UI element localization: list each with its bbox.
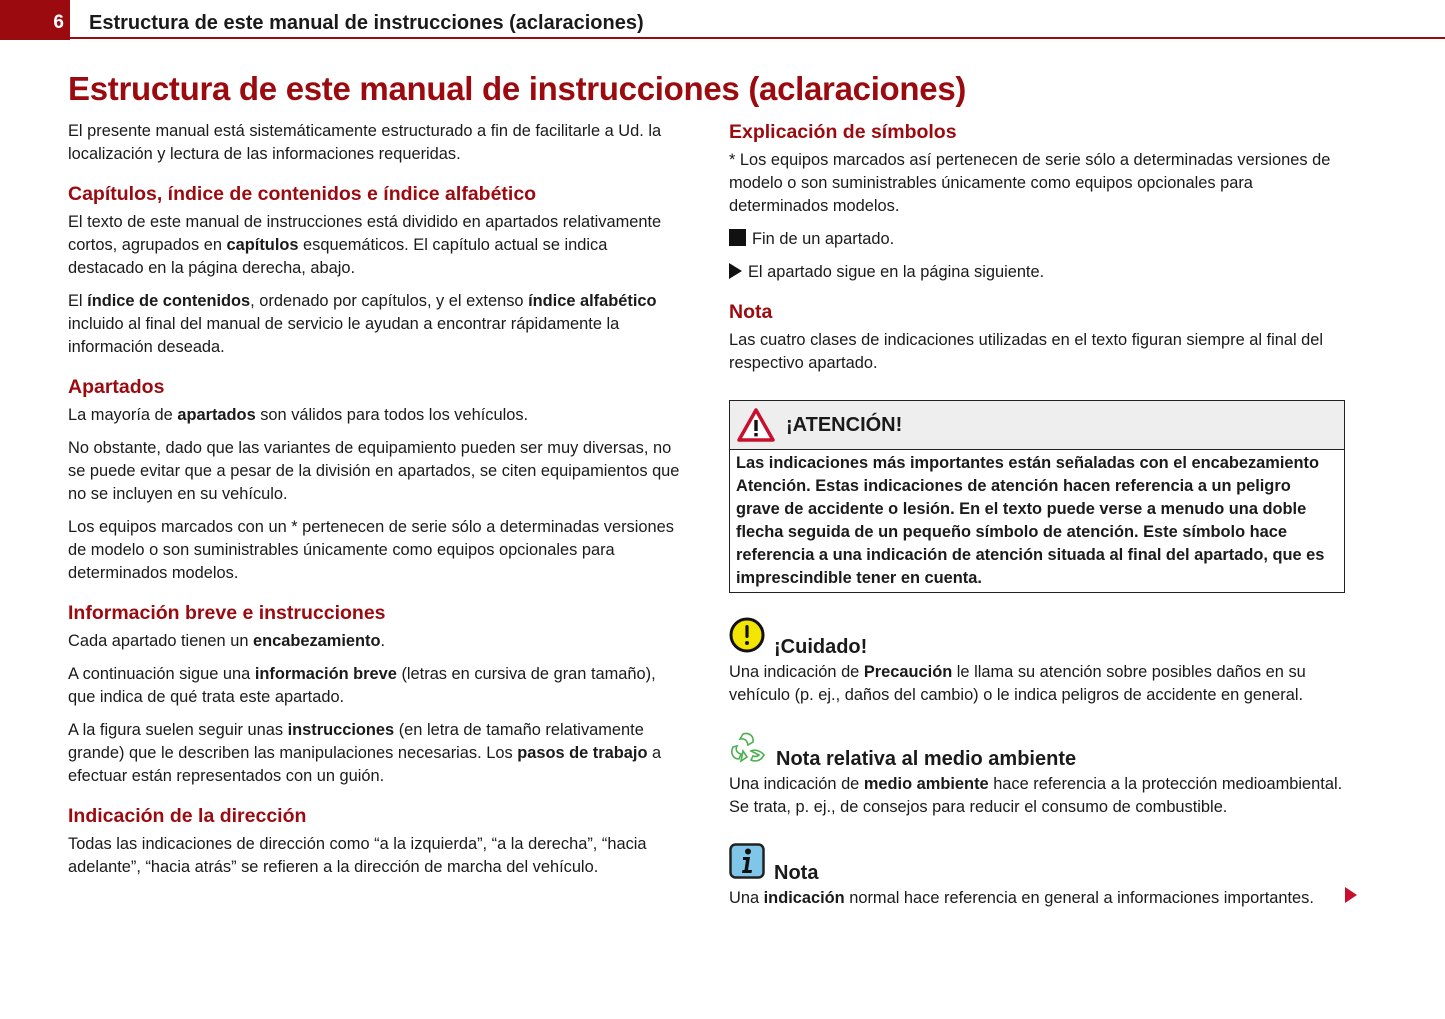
- warning-body: Las indicaciones más importantes están señaladas con el encabezamiento Atención. Estas indicaciones de atención hacen referencia a un peligro grave de accidente o lesión. En el texto puede verse a menudo una doble flecha seguida de un pequeño símbolo de atención. Este símbolo hace referencia a una indicación de atención situada al final del apartado, que es imprescindible tener en cuenta.: [736, 454, 1325, 587]
- text-segment: , ordenado por capítulos, y el extenso: [250, 292, 529, 310]
- text-segment: Todas las indicaciones de dirección como “a la izquierda”, “a la derecha”, “hacia adelante”, “hacia atrás” se refieren a la dirección de marcha del vehículo.: [68, 835, 647, 876]
- heading-informacion: Información breve e instrucciones: [68, 602, 386, 624]
- paragraph: [68, 719, 686, 788]
- running-title: Estructura de este manual de instrucciones (aclaraciones): [89, 12, 644, 34]
- bold-term: indicación: [763, 889, 845, 907]
- paragraph: [68, 516, 686, 585]
- bold-term: capítulos: [226, 236, 299, 254]
- bold-term: Precaución: [863, 663, 953, 681]
- paragraph: [729, 329, 1345, 375]
- text-segment: esquemáticos. El capítulo actual se indica destacado en la página derecha, abajo.: [68, 236, 608, 277]
- info-icon: [729, 843, 765, 885]
- text-segment: hace referencia a la protección medioambiental. Se trata, p. ej., de consejos para reducir el consumo de combustible.: [729, 775, 1343, 816]
- text-segment: Una: [729, 889, 764, 907]
- heading-simbolos: Explicación de símbolos: [729, 121, 957, 143]
- warning-box: [729, 400, 1345, 593]
- bold-term: información breve: [254, 665, 397, 683]
- caution-exclamation-icon: [729, 617, 765, 659]
- text-segment: normal hace referencia en general a informaciones importantes.: [844, 889, 1314, 907]
- triangle-right-icon: [729, 263, 742, 279]
- info-note: [729, 843, 1345, 910]
- note-title: Nota: [774, 862, 819, 884]
- bold-term: medio ambiente: [863, 775, 989, 793]
- text-segment: son válidos para todos los vehículos.: [255, 406, 529, 424]
- bold-term: encabezamiento: [253, 632, 381, 650]
- environment-title: Nota relativa al medio ambiente: [776, 748, 1077, 770]
- text-segment: El: [68, 292, 88, 310]
- heading-nota: Nota: [729, 301, 773, 323]
- bold-term: índice alfabético: [528, 292, 657, 310]
- text-segment: * Los equipos marcados así pertenecen de serie sólo a determinadas versiones de modelo o son suministrables únicamente como equipos opcionales para determinados modelos.: [729, 151, 1331, 215]
- text-segment: .: [380, 632, 386, 650]
- heading-capitulos: Capítulos, índice de contenidos e índice alfabético: [68, 183, 537, 205]
- paragraph: [68, 211, 686, 280]
- left-column: [68, 120, 686, 889]
- environment-note: [729, 731, 1345, 819]
- caution-body: [729, 661, 1345, 707]
- text-segment: incluido al final del manual de servicio le ayudan a encontrar rápidamente la información deseada.: [68, 315, 620, 356]
- end-of-section-text: Fin de un apartado.: [752, 230, 895, 248]
- warning-title: ¡ATENCIÓN!: [786, 413, 903, 436]
- paragraph: [68, 630, 686, 653]
- text-segment: Los equipos marcados con un * pertenecen de serie sólo a determinadas versiones de modelo o son suministrables únicamente como equipos opcionales para determinados modelos.: [68, 518, 674, 582]
- caution-title: ¡Cuidado!: [774, 636, 868, 658]
- bold-term: pasos de trabajo: [517, 744, 648, 762]
- heading-direccion: Indicación de la dirección: [68, 805, 307, 827]
- text-segment: le llama su atención sobre posibles daños en su vehículo (p. ej., daños del cambio) o le indica peligros de accidente en general.: [729, 663, 1306, 704]
- text-segment: La mayoría de: [68, 406, 178, 424]
- bold-term: índice de contenidos: [87, 292, 251, 310]
- paragraph: [68, 437, 686, 506]
- text-segment: Una indicación de: [729, 663, 864, 681]
- text-segment: El texto de este manual de instrucciones está dividido en apartados relativamente cortos, agrupados en: [68, 213, 662, 254]
- paragraph: [68, 290, 686, 359]
- continues-line: [729, 261, 1345, 284]
- paragraph: [68, 833, 686, 879]
- heading-apartados: Apartados: [68, 376, 165, 398]
- recycle-leaf-icon: [729, 731, 767, 771]
- end-of-section-line: [729, 228, 1345, 251]
- environment-body: [729, 773, 1345, 819]
- text-segment: (letras en cursiva de gran tamaño), que indica de qué trata este apartado.: [68, 665, 656, 706]
- paragraph: [68, 404, 686, 427]
- text-segment: Una indicación de: [729, 775, 864, 793]
- intro-paragraph: [68, 120, 686, 166]
- warning-triangle-icon: [736, 407, 776, 443]
- paragraph: [729, 149, 1345, 218]
- paragraph: [68, 663, 686, 709]
- bold-term: instrucciones: [287, 721, 395, 739]
- text-segment: Las cuatro clases de indicaciones utilizadas en el texto figuran siempre al final del respectivo apartado.: [729, 331, 1324, 372]
- black-square-icon: [729, 229, 746, 246]
- text-segment: A continuación sigue una: [68, 665, 255, 683]
- note-body: [729, 887, 1345, 910]
- text-segment: Cada apartado tienen un: [68, 632, 253, 650]
- bold-term: apartados: [177, 406, 256, 424]
- text-segment: (en letra de tamaño relativamente grande) que le describen las manipulaciones necesarias. Los: [68, 721, 644, 762]
- continues-text: El apartado sigue en la página siguiente.: [748, 263, 1045, 281]
- next-page-arrow-icon: [1345, 887, 1357, 903]
- text-segment: El presente manual está sistemáticamente estructurado a fin de facilitarle a Ud. la localización y lectura de las informaciones requeridas.: [68, 122, 662, 163]
- text-segment: a efectuar están representados con un guión.: [68, 744, 662, 785]
- warning-header: [730, 401, 1344, 450]
- text-segment: A la figura suelen seguir unas: [68, 721, 288, 739]
- caution-note: [729, 617, 1345, 707]
- page-title: Estructura de este manual de instrucciones (aclaraciones): [68, 70, 967, 107]
- text-segment: No obstante, dado que las variantes de equipamiento pueden ser muy diversas, no se puede evitar que a pesar de la división en apartados, se citen equipamientos que no se incluyen en su vehículo.: [68, 439, 680, 503]
- page-number: 6: [53, 12, 64, 33]
- header-rule: [70, 37, 1445, 39]
- right-column: [729, 120, 1345, 934]
